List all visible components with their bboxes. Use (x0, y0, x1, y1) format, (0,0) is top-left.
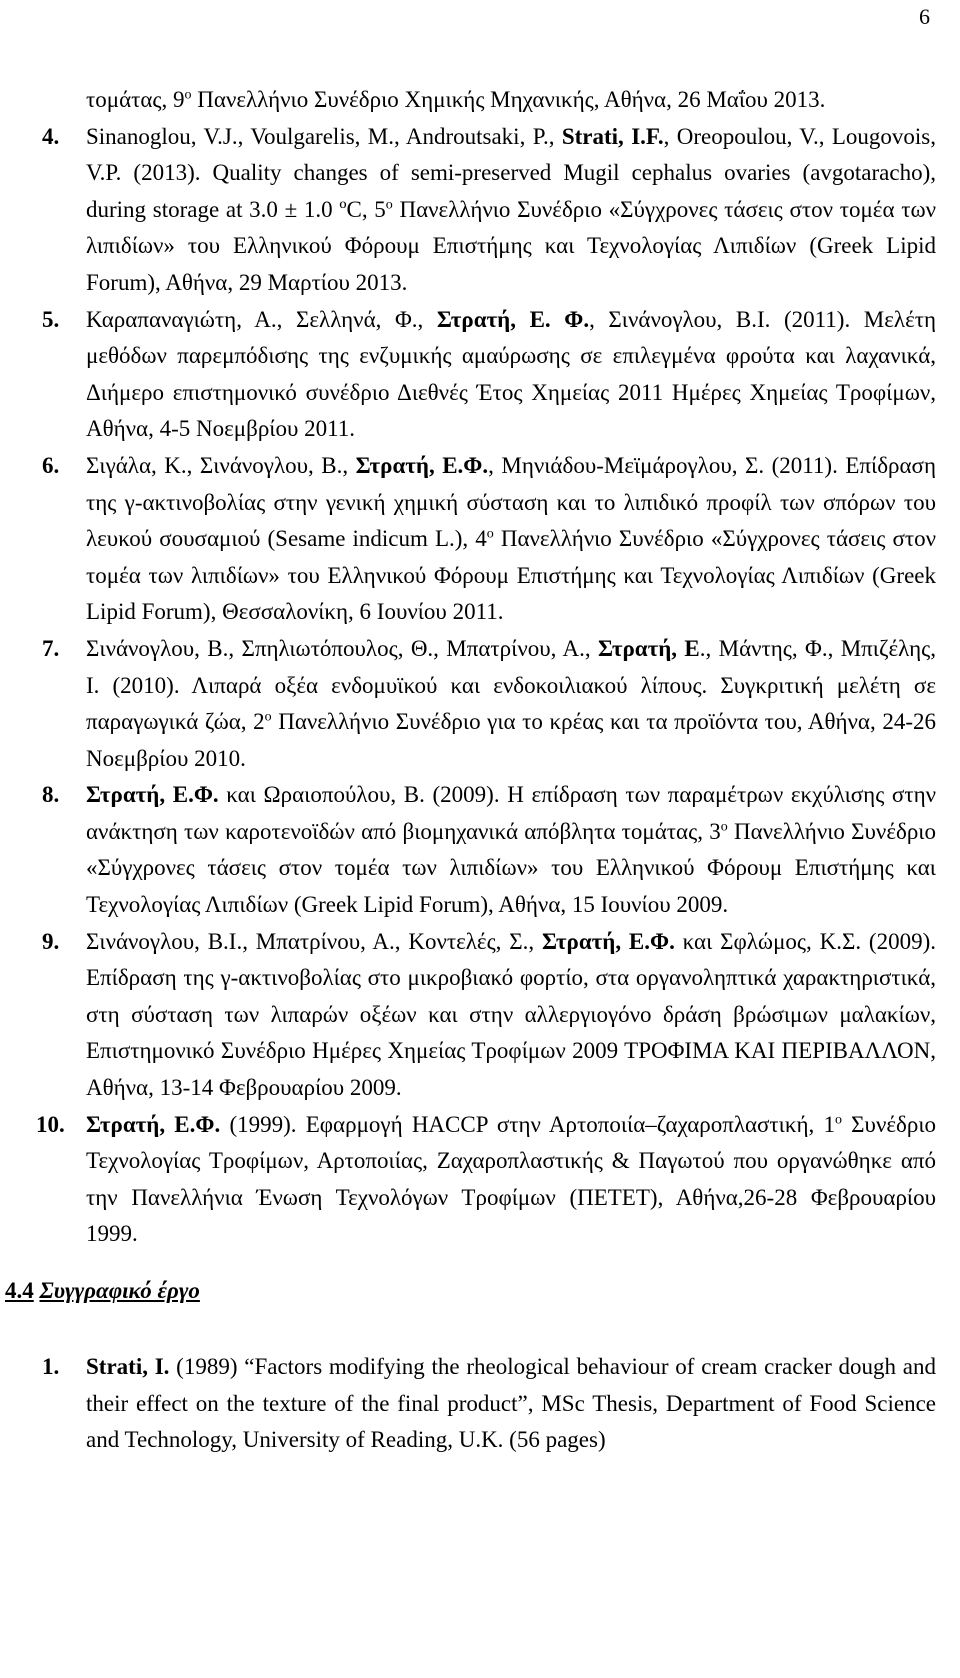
entry-number: 1. (42, 1354, 60, 1379)
entry-number: 6. (42, 452, 60, 478)
entry-number: 7. (42, 635, 60, 661)
section-heading (5, 1273, 960, 1309)
page-content (0, 82, 960, 1459)
author-highlight: Στρατή, Ε.Φ. (86, 782, 219, 808)
reference-continuation: τομάτας, $9^o$ Πανελλήνιο Συνέδριο Χημικής Μηχανικής, Αθήνα, 26 Μαΐου 2013. (86, 87, 826, 112)
reference-entry-8: 8. Στρατή, Ε.Φ. και Ωραιοπούλου, Β. (2009). Η επίδραση των παραμέτρων εκχύλισης στην ανάκτηση των καροτενοϊδών από βιομηχανικά απόβλητα τομάτας, $3^o$ Πανελλήνιο Συνέδριο «Σύγχρονες τάσεις στον τομέα των λιπιδίων» του Ελληνικού Φόρουμ Επιστήμης και Τεχνολογίας Λιπιδίων (Greek Lipid Forum), Αθήνα, 15 Ιουνίου 2009. (86, 777, 936, 923)
author-highlight: Strati, I. (86, 1354, 170, 1379)
reference-entry-5: 5. Καραπαναγιώτη, Α., Σελληνά, Φ., Στρατή, Ε. Φ., Σινάνογλου, Β.Ι. (2011). Μελέτη μεθόδων παρεμπόδισης της ενζυμικής αμαύρωσης σε επιλεγμένα φρούτα και λαχανικά, Διήμερο επιστημονικό συνέδριο Διεθνές Έτος Χημείας 2011 Ημέρες Χημείας Τροφίμων, Αθήνα, 4-5 Νοεμβρίου 2011. (86, 302, 936, 448)
author-highlight: Strati, I.F. (561, 123, 664, 149)
entry-number: 5. (42, 306, 60, 332)
writing-entry-1: 1. Strati, I. (1989) “Factors modifying the rheological behaviour of cream cracker dough and their effect on the texture of the final product”, MSc Thesis, Department of Food Science and Technology, University of Reading, U.K. (56 pages) (86, 1349, 936, 1459)
entry-number: 8. (42, 782, 60, 808)
reference-entry-6: 6. Σιγάλα, Κ., Σινάνογλου, Β., Στρατή, Ε.Φ., Μηνιάδου-Μεϊμάρογλου, Σ. (2011). Επίδραση της γ-ακτινοβολίας στην γενική χημική σύσταση και το λιπιδικό προφίλ των σπόρων του λευκού σουσαμιού (Sesame indicum L.), $4^o$ Πανελλήνιο Συνέδριο «Σύγχρονες τάσεις στον τομέα των λιπιδίων» του Ελληνικού Φόρουμ Επιστήμης και Τεχνολογίας Λιπιδίων (Greek Lipid Forum), Θεσσαλονίκη, 6 Ιουνίου 2011. (86, 448, 936, 631)
author-highlight: Στρατή, Ε.Φ. (86, 1111, 221, 1137)
author-highlight: Στρατή, Ε (597, 635, 700, 661)
entry-number: 4. (42, 123, 60, 149)
section-number: 4.4 (5, 1278, 34, 1303)
reference-entry-4: 4. Sinanoglou, V.J., Voulgarelis, M., Androutsaki, P., Strati, I.F., Oreopoulou, V., Lougovois, V.P. (2013). Quality changes of semi-preserved Mugil cephalus ovaries (avgotaracho), during storage at 3.0 ± 1.0 ºC, $5^o$ Πανελλήνιο Συνέδριο «Σύγχρονες τάσεις στον τομέα των λιπιδίων» του Ελληνικού Φόρουμ Επιστήμης και Τεχνολογίας Λιπιδίων (Greek Lipid Forum), Αθήνα, 29 Μαρτίου 2013. (86, 119, 936, 302)
reference-entry-7: 7. Σινάνογλου, Β., Σπηλιωτόπουλος, Θ., Μπατρίνου, Α., Στρατή, Ε., Μάντης, Φ., Μπιζέλης, Ι. (2010). Λιπαρά οξέα ενδομυϊκού και ενδοκοιλιακού λίπους. Συγκριτική μελέτη σε παραγωγικά ζώα, $2^o$ Πανελλήνιο Συνέδριο για το κρέας και τα προϊόντα του, Αθήνα, 24-26 Νοεμβρίου 2010. (86, 631, 936, 777)
author-highlight: Στρατή, Ε. Φ. (436, 306, 590, 332)
section-title: Συγγραφικό έργο (39, 1278, 200, 1303)
reference-entry-10: 10. Στρατή, Ε.Φ. (1999). Εφαρμογή HACCP στην Αρτοποιία–ζαχαροπλαστική, $1^o$ Συνέδριο Τεχνολογίας Τροφίμων, Αρτοποιίας, Ζαχαροπλαστικής & Παγωτού που οργανώθηκε από την Πανελλήνια Ένωση Τεχνολόγων Τροφίμων (ΠΕΤΕΤ), Αθήνα,26-28 Φεβρουαρίου 1999. (86, 1107, 936, 1253)
entry-number: 10. (36, 1111, 65, 1137)
reference-entry-9: 9. Σινάνογλου, Β.Ι., Μπατρίνου, Α., Κοντελές, Σ., Στρατή, Ε.Φ. και Σφλώμος, Κ.Σ. (2009). Επίδραση της γ-ακτινοβολίας στο μικροβιακό φορτίο, στα οργανοληπτικά χαρακτηριστικά, στη σύσταση των λιπαρών οξέων και στην αλλεργιογόνο δράση βρώσιμων μαλακίων, Επιστημονικό Συνέδριο Ημέρες Χημείας Τροφίμων 2009 ΤΡΟΦΙΜΑ ΚΑΙ ΠΕΡΙΒΑΛΛΟΝ, Αθήνα, 13-14 Φεβρουαρίου 2009. (86, 924, 936, 1107)
page-number: 6 (919, 4, 930, 29)
entry-number: 9. (42, 928, 60, 954)
author-highlight: Στρατή, Ε.Φ. (355, 452, 489, 478)
author-highlight: Στρατή, Ε.Φ. (541, 928, 675, 954)
